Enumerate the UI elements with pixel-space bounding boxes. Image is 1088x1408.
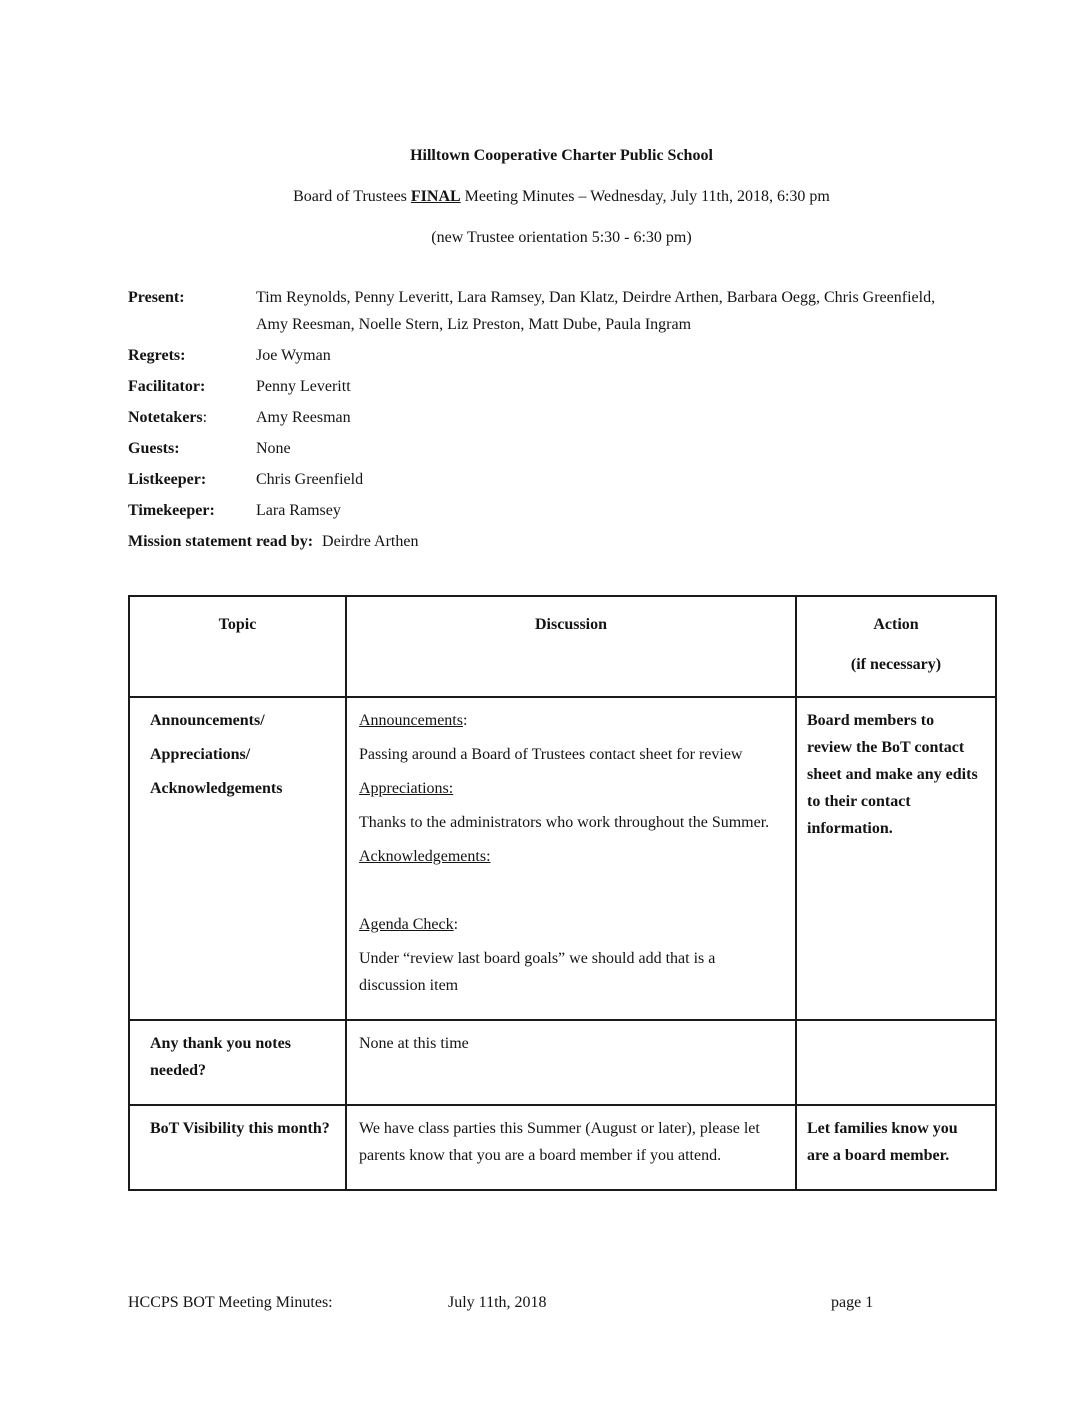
page-footer <box>0 1289 1088 1316</box>
roster-row <box>128 373 995 400</box>
action-cell <box>796 1020 996 1105</box>
discussion-paragraph: Passing around a Board of Trustees contact sheet for review <box>359 746 743 763</box>
roster-label: Facilitator: <box>128 378 206 395</box>
roster-label: Present: <box>128 289 185 306</box>
minutes-row <box>129 1020 996 1105</box>
discussion-paragraph <box>359 843 781 870</box>
document-content <box>128 0 995 1191</box>
roster-value: Penny Leveritt <box>256 378 351 395</box>
discussion-paragraph: None at this time <box>359 1035 469 1052</box>
topic-text: Announcements/ <box>150 712 265 729</box>
footer-label: HCCPS BOT Meeting Minutes: <box>128 1294 333 1311</box>
discussion-paragraph <box>359 775 781 802</box>
document-title: Hilltown Cooperative Charter Public School <box>410 147 713 164</box>
topic-text: BoT Visibility this month? <box>150 1120 330 1137</box>
discussion-paragraph <box>359 877 781 904</box>
discussion-paragraph: Under “review last board goals” we should add that is a discussion item <box>359 950 716 994</box>
footer-page-number: page 1 <box>831 1294 874 1311</box>
discussion-cell <box>346 1105 796 1190</box>
minutes-header-row <box>129 596 996 697</box>
roster-row <box>128 342 995 369</box>
roster-value: Joe Wyman <box>256 347 331 364</box>
action-cell <box>796 697 996 1020</box>
action-cell <box>796 1105 996 1190</box>
roster-value: Lara Ramsey <box>256 502 341 519</box>
roster-row <box>128 528 995 555</box>
discussion-heading: Appreciations: <box>359 780 454 797</box>
discussion-paragraph: We have class parties this Summer (August or later), please let parents know that you are a board member if you attend. <box>359 1120 760 1164</box>
subtitle-final-emphasis: FINAL <box>410 188 461 205</box>
action-text: Let families know you are a board member. <box>807 1120 958 1164</box>
roster <box>128 284 995 555</box>
roster-value: Amy Reesman <box>256 409 351 426</box>
discussion-cell <box>346 697 796 1020</box>
minutes-table-body <box>129 697 996 1190</box>
col-header-topic: Topic <box>129 596 346 697</box>
discussion-paragraph: Announcements: <box>359 712 468 729</box>
col-header-action: Action (if necessary) <box>796 596 996 697</box>
action-text: Board members to review the BoT contact sheet and make any edits to their contact information. <box>807 712 978 837</box>
col-header-discussion: Discussion <box>346 596 796 697</box>
roster-value: Deirdre Arthen <box>322 533 419 550</box>
minutes-row <box>129 697 996 1020</box>
subtitle-prefix: Board of Trustees <box>293 188 411 205</box>
roster-value: Tim Reynolds, Penny Leveritt, Lara Ramsey, Dan Klatz, Deirdre Arthen, Barbara Oegg, Chris Greenfield, Amy Reesman, Noelle Stern, Liz Preston, Matt Dube, Paula Ingram <box>256 289 936 333</box>
roster-label: Guests: <box>128 440 180 457</box>
roster-row <box>128 466 995 493</box>
roster-label: Mission statement read by: <box>128 533 314 550</box>
discussion-heading: Announcements <box>359 712 463 729</box>
document-header <box>128 0 995 251</box>
topic-text: Appreciations/ <box>150 746 251 763</box>
footer-date: July 11th, 2018 <box>448 1294 547 1311</box>
discussion-paragraph: Agenda Check: <box>359 916 459 933</box>
discussion-cell <box>346 1020 796 1105</box>
roster-row <box>128 435 995 462</box>
topic-cell <box>129 1105 346 1190</box>
roster-label: Notetakers: <box>128 409 208 426</box>
discussion-heading: Agenda Check <box>359 916 454 933</box>
topic-cell <box>129 697 346 1020</box>
minutes-row <box>129 1105 996 1190</box>
roster-value: Chris Greenfield <box>256 471 364 488</box>
roster-row <box>128 404 995 431</box>
roster-value: None <box>256 440 291 457</box>
meeting-subtitle <box>128 183 995 210</box>
minutes-table <box>128 595 997 1191</box>
discussion-heading: Acknowledgements: <box>359 848 491 865</box>
roster-label: Regrets: <box>128 347 186 364</box>
roster-row <box>128 284 995 338</box>
discussion-paragraph: Thanks to the administrators who work throughout the Summer. <box>359 814 770 831</box>
roster-label: Listkeeper: <box>128 471 207 488</box>
roster-row <box>128 497 995 524</box>
topic-text: Acknowledgements <box>150 780 283 797</box>
topic-cell <box>129 1020 346 1105</box>
roster-label-colon: : <box>202 409 208 426</box>
topic-text: Any thank you notes needed? <box>150 1035 291 1079</box>
roster-label: Timekeeper: <box>128 502 215 519</box>
subtitle-suffix: Meeting Minutes – Wednesday, July 11th, 2018, 6:30 pm <box>460 188 830 205</box>
orientation-note: (new Trustee orientation 5:30 - 6:30 pm) <box>431 229 692 246</box>
